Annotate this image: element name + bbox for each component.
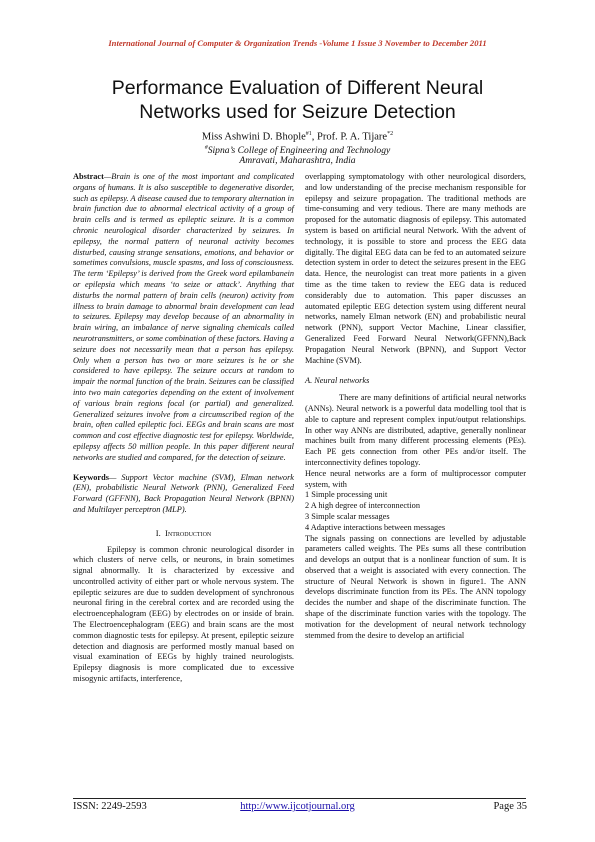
abstract-dash: — <box>103 172 112 181</box>
keywords <box>73 473 294 516</box>
keywords-label: Keywords <box>73 472 109 482</box>
neural-networks-paragraph-1: There are many definitions of artificial neural networks (ANNs). Neural network is a powerful data modelling tool that is able to capture and represent complex input/output relationships. In other way ANNs are distributed, adaptive, generally nonlinear machines built from many different processing elements (PEs). Each PE gets connection from other PEs and/or itself. The interconnectivity defines topology. <box>305 393 526 467</box>
abstract-label: Abstract <box>73 172 104 181</box>
journal-header: International Journal of Computer & Organization Trends -Volume 1 Issue 3 November to December 2011 <box>108 38 487 48</box>
footer-issn: ISSN: 2249-2593 <box>73 801 147 812</box>
subsection-heading-neural-networks: A. Neural networks <box>305 376 370 386</box>
left-column <box>73 172 294 685</box>
neural-networks-paragraph-2: Hence neural networks are a form of multiprocessor computer system, with <box>305 468 526 489</box>
author-2-mark: *2 <box>387 131 394 137</box>
section-heading-introduction <box>73 528 294 539</box>
abstract-text: Brain is one of the most important and complicated organs of humans. It is also susceptible to degenerative disorder, such as epilepsy. A disease caused due to temporary alternation in brain function due to abnormal electrical activity of a group of brain cells and is termed as epileptic seizure. It is a common chronic neurological disorder characterized by seizures. In epilepsy, the normal pattern of neuronal activity becomes disturbed, causing strange sensations, emotions, and behavior or sometimes convulsions, muscle spasms, and loss of consciousness. The term ‘Epilepsy’ is derived from the Greek word epilambanein or epilepsia which means ‘to seize or attack’. Anything that disturbs the normal pattern of brain cells (neuron) activity from illness to brain damage to abnormal brain development can lead to seizures. Epilepsy may develop because of an abnormality in brain wiring, an imbalance of nerve signaling chemicals called neurotransmitters, or some combination of these factors. Having a seizure does not necessarily mean that a person has epilepsy. Only when a person has two or more seizures is he or she considered to have epilepsy. The seizure occurs at random to impair the normal function of the brain. Seizures can be classified into two main categories depending on the extent of involvement of various brain regions focal (or partial) and generalized. Generalized seizures involve from a circumscribed region of the brain, often called epileptic foci. EEGs and brain scans are most common and cost effective diagnostic test for epilepsy. Worldwide, epilepsy affects 50 million people. In this paper different neural networks are studied and compared, for the detection of seizure. <box>73 172 294 462</box>
introduction-paragraph-continued: overlapping symptomatology with other neurological disorders, and low understanding of the precise mechanism responsible for epilepsy and seizure propagation. The traditional methods are time-consuming and very tedious. There are many methods are proposed for the automatic diagnosis of epilepsy. This automated system is based on artificial neural Network. With the advent of technology, it is possible to store and process the EEG data digitally. The digital EEG data can be fed to an automated seizure detection system in order to detect the seizures present in the EEG data. Hence, the neurologist can treat more patients in a given time as the time taken to review the EEG data is reduced considerably due to automation. This paper discusses an automated epileptic EEG detection system using different neural networks, namely Elman network (EN) and probabilistic neural network (PNN), support Vector Machine, Linear classifier, Generalized Feed Forward Neural Network(GFFNN),Back Propagation Neural Network (BPNN), and Support Vector Machine (SVM). <box>305 172 526 365</box>
section-title: Introduction <box>165 527 212 538</box>
list-item: 1 Simple processing unit <box>305 490 388 500</box>
affiliation-mark: # <box>204 145 208 151</box>
keywords-text: Support Vector machine (SVM), Elman network (EN), probabilistic Neural Network (PNN), Generalized Feed Forward (GFFNN), Back Propagation Neural Network (BPNN) and Multilayer perceptron (MLP). <box>73 472 294 514</box>
list-item: 2 A high degree of interconnection <box>305 501 420 511</box>
title-line-2: Networks used for Seizure Detection <box>139 101 456 123</box>
author-2: , Prof. P. A. Tijare <box>311 131 388 143</box>
right-column <box>305 172 526 641</box>
list-item: 4 Adaptive interactions between messages <box>305 522 446 532</box>
introduction-paragraph: Epilepsy is common chronic neurological disorder in which clusters of nerve cells, or neurons, in brain sometimes signal abnormally. It is characterized by excessive and uncontrolled activity of either part or whole nervous system. The epileptic seizures are due to sudden development of synchronous neuronal firing in the cerebral cortex and are recorded using the electroencephalogram (EEG) by electrodes on or inside of brain. The Electroencephalogram (EEG) and brain scans are the most common diagnostic tests for epilepsy. At present, epileptic seizure detection and diagnosis are performed mostly manual based on visual examination of EEGs by highly trained neurologists. Epilepsy diagnosis is more complicated due to excessive misogynic artifacts, interference, <box>73 544 294 684</box>
paper-title <box>40 76 555 124</box>
author-1: Miss Ashwini D. Bhople <box>201 131 306 143</box>
list-item: 3 Simple scalar messages <box>305 511 390 521</box>
abstract <box>73 172 294 464</box>
affiliation-college: Sipna’s College of Engineering and Technology <box>207 145 391 157</box>
footer-page-number: Page 35 <box>493 801 527 812</box>
keywords-dash: — <box>108 472 122 482</box>
title-line-1: Performance Evaluation of Different Neural <box>111 77 484 99</box>
footer-divider <box>73 798 526 799</box>
author-1-mark: #1 <box>305 131 312 137</box>
section-numeral: I. <box>155 527 161 538</box>
affiliation-city: Amravati, Maharashtra, India <box>239 155 356 166</box>
footer-journal-link[interactable]: http://www.ijcotjournal.org <box>240 801 355 812</box>
neural-networks-paragraph-3: The signals passing on connections are levelled by adjustable parameters called weights. The PEs sums all these contribution and develops an output that is a nonlinear function of sum. It is observed that a weight is associated with every connection. The structure of Neural Network is shown in figure1. The ANN develops discriminate function from its PEs. The ANN topology decides the number and shape of the discriminate function. The shape of the discriminate function varies with the topology. The motivation for the development of neural network technology stemmed from the desire to develop an artificial <box>305 533 526 640</box>
